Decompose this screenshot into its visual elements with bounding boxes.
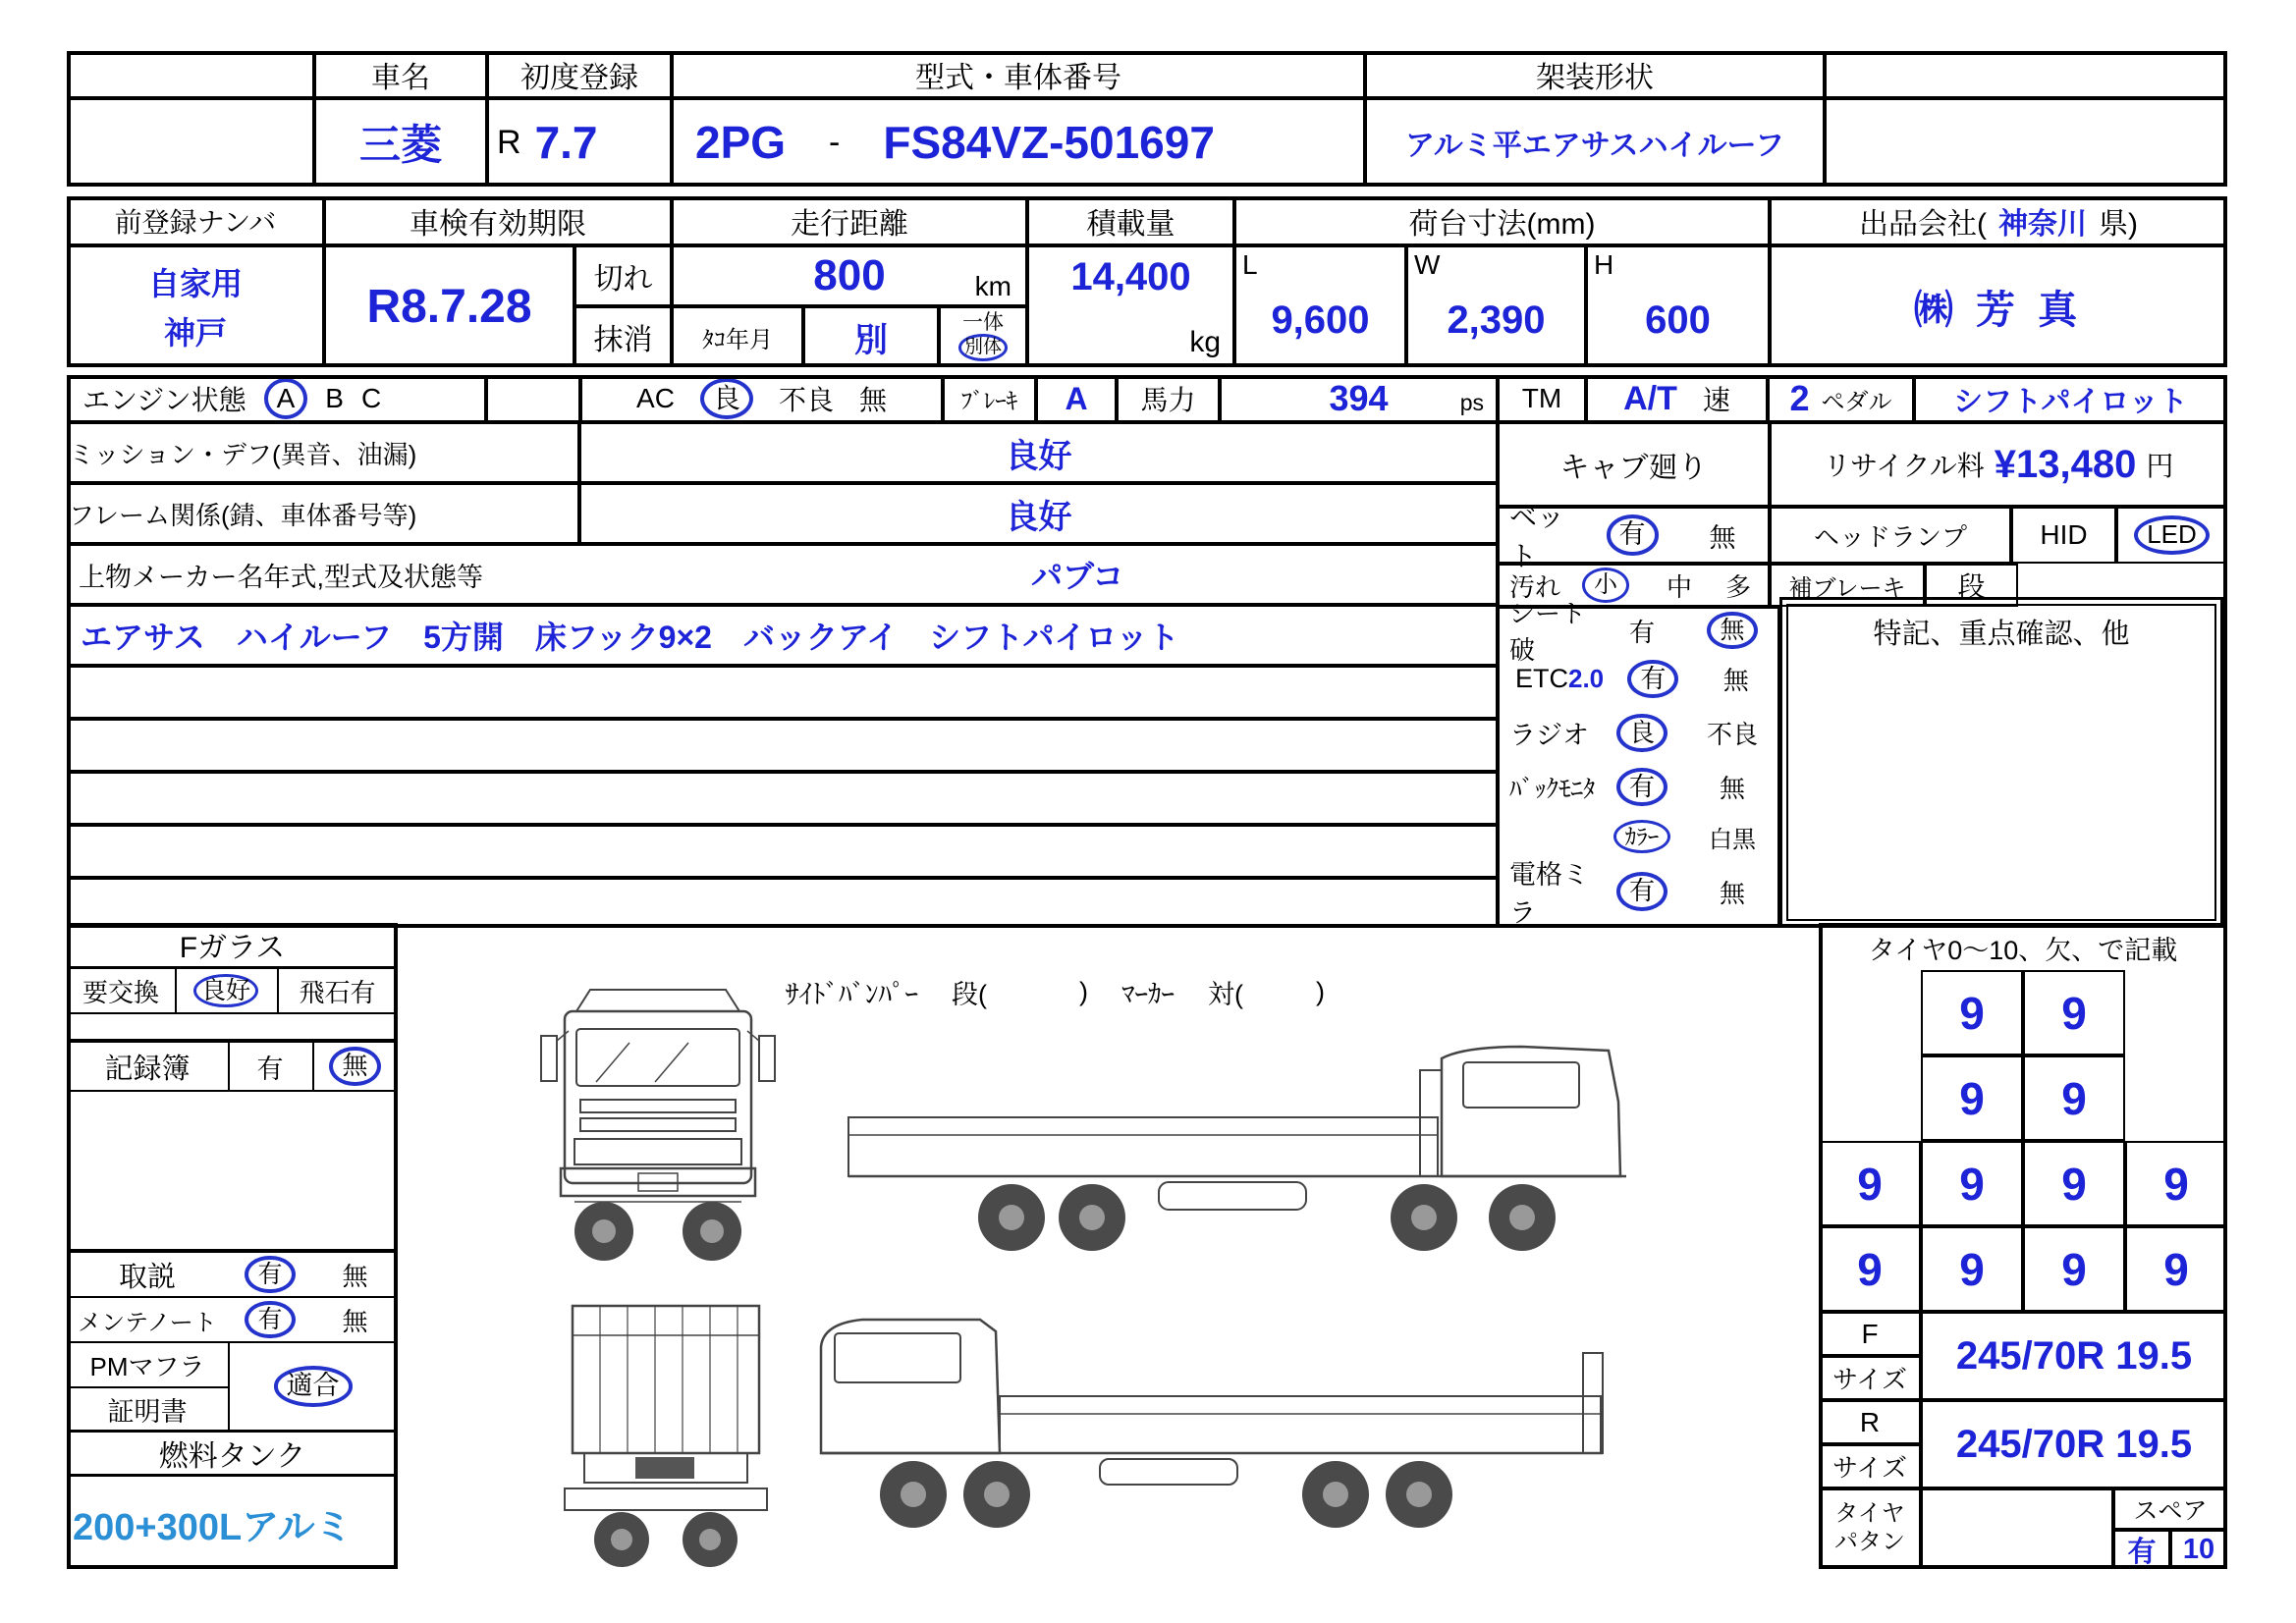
special-notes-title: 特記、重点確認、他: [1873, 619, 2130, 650]
monitor-color-circled: ｶﾗｰ: [1613, 820, 1671, 853]
payload-unit: kg: [1189, 326, 1221, 358]
tacho-integrated-option: 一体: [962, 311, 1004, 335]
title-empty-value-2: [1825, 98, 2227, 187]
dirt-heavy: 多: [1724, 571, 1751, 602]
equipment-empty-row: [67, 666, 1498, 719]
tire-score-cell: 9: [2125, 1141, 2227, 1226]
etc-yes-circled: 有: [1627, 660, 1678, 699]
glass-good-cell: [175, 969, 277, 1012]
pm-muffler-label: PMマフラ: [89, 1351, 205, 1381]
pair-label: 対(: [1208, 979, 1243, 1009]
recycle-fee-unit: 円: [2146, 451, 2174, 481]
inspection-expired-option: 切れ: [574, 245, 672, 306]
seller-label: [1770, 196, 2227, 245]
car-name-label: 車名: [314, 51, 487, 98]
usage-type: 自家用: [147, 266, 243, 301]
engine-state-label: エンジン状態: [82, 385, 246, 415]
maintenance-yes-circled: 有: [245, 1301, 295, 1339]
ac-label: AC: [636, 383, 675, 413]
tacho-date-label: ﾀｺ年月: [672, 306, 803, 367]
manual-yes-cell: [228, 1253, 312, 1296]
front-glass-title: Fガラス: [179, 932, 286, 964]
radio-bad: 不良: [1706, 720, 1758, 749]
frame-condition-value: 良好: [579, 483, 1498, 544]
truck-side-view-bottom-drawing: [805, 1306, 1640, 1571]
options-strip: [1498, 599, 1779, 928]
back-monitor-yes-circled: 有: [1616, 768, 1667, 807]
bed-width-label: W: [1414, 249, 1441, 280]
glass-good-circled: 良好: [193, 974, 258, 1008]
seat-tear-yes: 有: [1628, 617, 1655, 647]
tire-pattern-label-cell: [1819, 1488, 1921, 1569]
headlamp-led-cell: [2116, 507, 2227, 564]
ac-state-cell: [580, 375, 943, 422]
power-mirror-row: [1500, 859, 1777, 928]
recycle-fee-value: ¥13,480: [1994, 442, 2137, 486]
manual-label: 取説: [118, 1261, 176, 1293]
bed-height-label: H: [1594, 249, 1614, 280]
horsepower-label: 馬力: [1117, 375, 1220, 422]
bed-height-cell: [1586, 245, 1770, 367]
truck-side-view-top-drawing: [835, 1041, 1640, 1276]
registration-city: 神戸: [163, 315, 227, 351]
bed-option-cell: [1498, 502, 1770, 571]
divider: [67, 1012, 398, 1014]
power-mirror-no: 無: [1719, 878, 1745, 908]
tm-cell: [1586, 375, 1768, 422]
truck-front-view-drawing: [535, 982, 781, 1276]
front-tire-size-value: 245/70R 19.5: [1921, 1312, 2227, 1400]
payload-label: 積載量: [1027, 196, 1234, 245]
radio-label: ラジオ: [1509, 721, 1589, 750]
record-book-no-cell: [312, 1043, 398, 1090]
spare-tire-score-value: 10: [2170, 1530, 2227, 1569]
bed-yes-circled: 有: [1607, 514, 1659, 555]
back-monitor-label: ﾊﾞｯｸﾓﾆﾀ: [1509, 775, 1596, 803]
equipment-empty-row: [67, 825, 1498, 878]
aux-brake-label: 補ブレーキ: [1770, 564, 1925, 607]
bed-no: 無: [1709, 522, 1736, 553]
headlamp-led-circled: LED: [2134, 515, 2210, 555]
bed-dimensions-label: 荷台寸法(mm): [1234, 196, 1770, 245]
tire-pattern-label-2: パタン: [1834, 1529, 1905, 1555]
upper-body-cell: [67, 544, 1498, 605]
body-shape-label: 架装形状: [1365, 51, 1825, 98]
pm-pass-circled: 適合: [274, 1366, 353, 1406]
pedal-cell: [1768, 375, 1914, 422]
equipment-empty-row: [67, 878, 1498, 928]
tire-score-cell: 9: [2023, 1226, 2125, 1312]
side-bumper-label: ｻｲﾄﾞﾊﾞﾝﾊﾟｰ: [786, 979, 918, 1009]
prev-number-label: 前登録ナンバ: [67, 196, 324, 245]
tacho-value: 別: [803, 306, 939, 367]
etc-no: 無: [1722, 666, 1749, 695]
seat-tear-no-circled: 無: [1707, 612, 1757, 650]
manual-no: 無: [342, 1261, 368, 1291]
seller-label-suffix: 県): [2099, 208, 2138, 241]
dirt-small-circled: 小: [1582, 568, 1629, 603]
rear-tire-label: R: [1819, 1400, 1921, 1444]
power-mirror-yes-circled: 有: [1616, 872, 1667, 911]
engine-empty-cell: [486, 375, 580, 422]
model-code: 2PG: [695, 117, 787, 168]
title-empty-cell-2: [1825, 51, 2227, 98]
payload-value: 14,400: [1070, 255, 1191, 298]
upper-body-maker-value: パブコ: [1031, 559, 1124, 594]
engine-state-cell: [67, 375, 486, 422]
brake-label: ﾌﾞﾚｰｷ: [943, 375, 1036, 422]
bed-width-cell: [1406, 245, 1586, 367]
headlamp-label: ヘッドランプ: [1770, 507, 2011, 564]
payload-value-cell: [1027, 245, 1234, 367]
fuel-tank-label: 燃料タンク: [158, 1440, 306, 1473]
front-size-label: サイズ: [1819, 1356, 1921, 1400]
spare-tire-has-value: 有: [2113, 1530, 2170, 1569]
tire-score-cell: 9: [1819, 1226, 1921, 1312]
bed-length-cell: [1234, 245, 1406, 367]
bed-length-label: L: [1242, 249, 1258, 280]
first-registration-label: 初度登録: [487, 51, 672, 98]
marker-label: ﾏｰｶｰ: [1121, 979, 1175, 1009]
glass-replace-option: 要交換: [82, 977, 159, 1007]
glass-stone-chip-option: 飛石有: [299, 977, 376, 1007]
back-monitor-no: 無: [1719, 774, 1745, 803]
ac-bad: 不良: [778, 385, 834, 415]
horsepower-unit: ps: [1459, 390, 1484, 415]
frame-condition-label: フレーム関係(錆、車体番号等): [67, 483, 579, 544]
model-serial-label: 型式・車体番号: [672, 51, 1365, 98]
back-monitor-row: [1500, 760, 1777, 814]
pm-pass-cell: [228, 1343, 398, 1430]
fuel-tank-value: 200+300Lアルミ: [73, 1506, 353, 1548]
brake-grade-value: A: [1036, 375, 1117, 422]
dirt-label: 汚れ: [1509, 571, 1561, 602]
inspection-expiry-value: R8.7.28: [324, 245, 574, 367]
mileage-value-cell: [672, 245, 1027, 306]
horsepower-value: 394: [1329, 378, 1389, 418]
horsepower-cell: [1220, 375, 1498, 422]
chassis-number: FS84VZ-501697: [883, 117, 1215, 168]
tire-score-cell: 9: [1921, 1141, 2023, 1226]
prev-number-value: [67, 245, 324, 367]
divider: [228, 1341, 230, 1430]
engine-grade-a-circled: A: [264, 378, 308, 419]
mileage-value: 800: [813, 251, 886, 299]
recycle-fee-label: リサイクル料: [1823, 451, 1985, 481]
bed-length-value: 9,600: [1271, 298, 1370, 342]
tm-label: TM: [1498, 375, 1586, 422]
tire-score-cell: 9: [2023, 1055, 2125, 1141]
dirt-medium: 中: [1666, 571, 1692, 602]
divider: [175, 966, 177, 1012]
upper-body-label: 上物メーカー名年式,型式及状態等: [79, 562, 483, 592]
radio-good-circled: 良: [1616, 714, 1667, 753]
front-tire-label: F: [1819, 1312, 1921, 1356]
title-empty-value: [67, 98, 314, 187]
pedal-label: ペダル: [1821, 388, 1892, 415]
rear-tire-size-value: 245/70R 19.5: [1921, 1400, 2227, 1488]
engine-grade-b: B: [325, 383, 344, 413]
seller-label-prefix: 出品会社(: [1859, 208, 1987, 241]
title-empty-cell: [67, 51, 314, 98]
mileage-label: 走行距離: [672, 196, 1027, 245]
headlamp-hid-option: HID: [2011, 507, 2116, 564]
tm-value: A/T: [1623, 379, 1677, 417]
record-book-no-circled: 無: [329, 1047, 380, 1086]
tire-pattern-value-cell: [1921, 1488, 2113, 1569]
tire-score-cell: 9: [1921, 1055, 2023, 1141]
radio-row: [1500, 706, 1777, 760]
bed-option-label: ベット: [1509, 502, 1565, 571]
tire-score-cell: 9: [1921, 1226, 2023, 1312]
divider: [312, 1039, 314, 1090]
special-notes-box: [1779, 597, 2223, 928]
tire-pattern-label-1: タイヤ: [1834, 1500, 1905, 1528]
power-mirror-label: 電格ミラ: [1509, 860, 1589, 928]
pedal-count-value: 2: [1789, 378, 1810, 418]
tacho-type-cell: [939, 306, 1027, 367]
maintenance-note-label: メンテノート: [78, 1309, 217, 1336]
record-book-yes: 有: [256, 1054, 284, 1084]
tire-score-cell: 9: [2023, 1141, 2125, 1226]
maintenance-no: 無: [342, 1306, 368, 1336]
era-code: R: [497, 123, 521, 161]
side-bumper-note: [786, 967, 1434, 1016]
first-registration-date: 7.7: [534, 117, 598, 168]
tire-score-cell: 9: [2125, 1226, 2227, 1312]
model-serial-value: [672, 98, 1365, 187]
divider: [67, 1090, 398, 1092]
mission-diff-value: 良好: [579, 422, 1498, 483]
tire-score-cell: 9: [1921, 970, 2023, 1055]
equipment-notes-value: エアサス ハイルーフ 5方開 床フック9×2 バックアイ シフトパイロット: [67, 605, 1498, 666]
equipment-empty-row: [67, 772, 1498, 825]
divider: [277, 966, 279, 1012]
body-shape-value: アルミ平エアサスハイルーフ: [1365, 98, 1825, 187]
bed-width-value: 2,390: [1447, 298, 1546, 342]
tire-panel-title: タイヤ0～10、欠、で記載: [1868, 935, 2178, 965]
truck-rear-view-drawing: [545, 1296, 786, 1571]
seat-tear-label: シート破: [1509, 599, 1587, 665]
seller-prefecture: 神奈川: [1998, 208, 2087, 241]
ac-good-circled: 良: [700, 378, 753, 419]
spare-tire-label: スペア: [2113, 1488, 2227, 1530]
aux-brake-value: 段: [1925, 564, 2018, 607]
mileage-unit: km: [974, 271, 1011, 301]
step-close: ): [1079, 976, 1088, 1006]
seller-name-value: ㈱ 芳 真: [1770, 245, 2227, 367]
record-book-label: 記録簿: [104, 1053, 191, 1085]
ac-none: 無: [858, 385, 887, 415]
seat-tear-row: [1500, 599, 1777, 665]
pair-close: ): [1316, 976, 1325, 1006]
etc-version: 2.0: [1568, 664, 1605, 693]
tacho-separate-option-circled: 別体: [958, 334, 1008, 361]
tire-score-cell: 9: [2023, 970, 2125, 1055]
shift-pilot-value: シフトパイロット: [1914, 375, 2227, 422]
divider: [228, 1039, 230, 1090]
maintenance-yes-cell: [228, 1298, 312, 1341]
model-separator: -: [829, 123, 841, 161]
monitor-bw: 白黒: [1709, 826, 1756, 853]
rear-size-label: サイズ: [1819, 1444, 1921, 1488]
first-registration-value: [487, 98, 672, 187]
bed-height-value: 600: [1645, 298, 1711, 342]
equipment-empty-row: [67, 719, 1498, 772]
certificate-label: 証明書: [107, 1396, 188, 1427]
manual-yes-circled: 有: [245, 1256, 295, 1294]
tire-score-cell: 9: [1819, 1141, 1921, 1226]
cab-area-label: キャブ廻り: [1498, 422, 1770, 507]
mission-diff-label: ミッション・デフ(異音、油漏): [67, 422, 579, 483]
step-label: 段(: [952, 979, 987, 1009]
inspection-expiry-label: 車検有効期限: [324, 196, 672, 245]
inspection-erased-option: 抹消: [574, 306, 672, 367]
etc-row: [1500, 652, 1777, 706]
engine-grade-c: C: [360, 383, 382, 413]
etc-label: ETC: [1515, 664, 1568, 693]
maker-value: 三菱: [314, 98, 487, 187]
recycle-fee-cell: [1770, 422, 2227, 507]
tm-speed-label: 速: [1702, 385, 1730, 415]
